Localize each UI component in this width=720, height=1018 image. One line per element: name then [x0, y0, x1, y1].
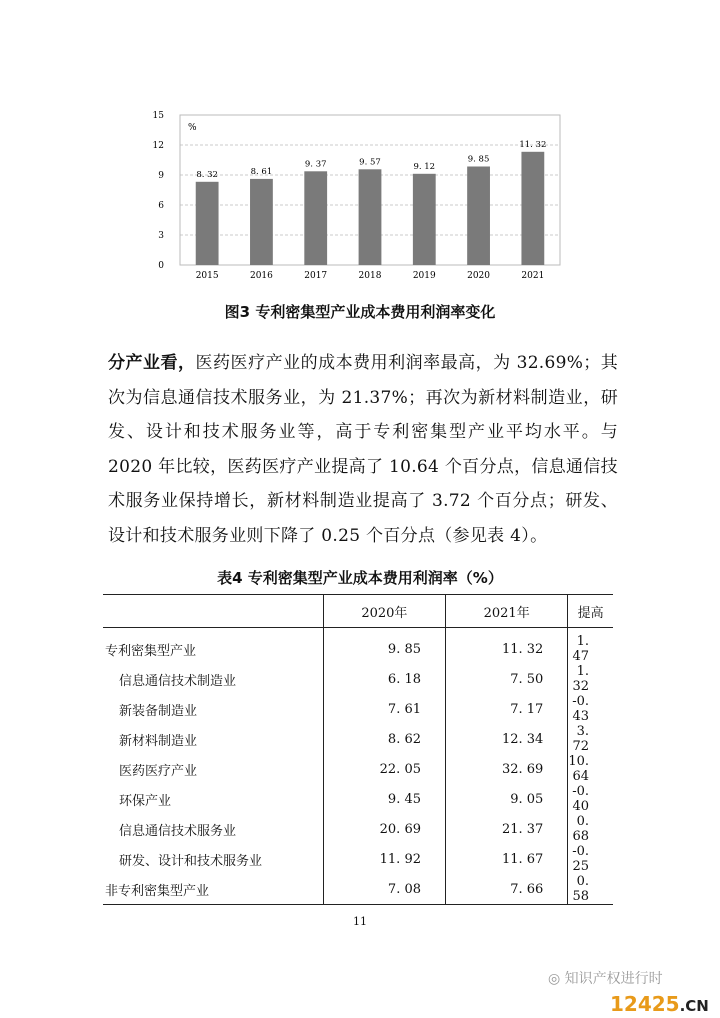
row-2021: 11. 32: [446, 628, 568, 665]
bar-value-label: 9. 57: [359, 157, 381, 168]
y-tick-label: 6: [158, 201, 164, 211]
bar: [359, 169, 382, 265]
header-industry: [103, 595, 323, 628]
row-2020: 11. 92: [323, 844, 445, 874]
row-industry: 医药医疗产业: [103, 754, 323, 784]
row-change: 3. 72: [572, 724, 589, 754]
row-industry: 环保产业: [103, 784, 323, 814]
row-2020: 7. 08: [323, 874, 445, 905]
wechat-icon: ◎: [548, 971, 565, 987]
figure-caption: 图3 专利密集型产业成本费用利润率变化: [224, 303, 496, 321]
row-2020: 9. 45: [323, 784, 445, 814]
row-2020: 7. 61: [323, 694, 445, 724]
x-tick-label: 2021: [521, 271, 545, 281]
table-caption: 表4 专利密集型产业成本费用利润率（%）: [217, 569, 503, 587]
row-2020: 20. 69: [323, 814, 445, 844]
x-tick-label: 2015: [195, 271, 219, 281]
table-row: [103, 814, 613, 844]
bar: [196, 182, 219, 265]
bar: [304, 171, 327, 265]
table-row: [103, 628, 613, 665]
bar: [467, 167, 490, 266]
row-industry: 专利密集型产业: [103, 628, 323, 665]
row-change: 10. 64: [568, 754, 589, 784]
bar: [413, 174, 436, 265]
y-unit-label: %: [188, 123, 197, 133]
site-logo: [610, 992, 709, 1016]
row-change: 1. 47: [572, 634, 589, 664]
table-row: [103, 694, 613, 724]
row-industry: 研发、设计和技术服务业: [103, 844, 323, 874]
row-industry: 信息通信技术服务业: [103, 814, 323, 844]
body-paragraph: [108, 346, 618, 553]
row-2020: 9. 85: [323, 628, 445, 665]
row-2021: 7. 66: [446, 874, 568, 905]
table-row: [103, 724, 613, 754]
profit-rate-table: [103, 594, 613, 905]
bar: [250, 179, 273, 265]
row-2021: 7. 50: [446, 664, 568, 694]
row-change: -0. 40: [572, 784, 589, 814]
row-2020: 22. 05: [323, 754, 445, 784]
row-change: -0. 25: [572, 844, 589, 874]
x-tick-label: 2016: [249, 271, 273, 281]
bar-value-label: 8. 32: [196, 169, 218, 180]
row-change: 0. 58: [568, 874, 613, 905]
row-2021: 12. 34: [446, 724, 568, 754]
row-industry: 信息通信技术制造业: [103, 664, 323, 694]
table-row: [103, 844, 613, 874]
bar: [521, 152, 544, 265]
y-tick-label: 0: [158, 261, 164, 271]
wechat-watermark: [548, 968, 663, 988]
row-industry: 新材料制造业: [103, 724, 323, 754]
table-row: [103, 874, 613, 905]
header-2021: 2021年: [446, 595, 568, 628]
table-row: [103, 754, 613, 784]
row-2021: 32. 69: [446, 754, 568, 784]
bar-value-label: 9. 37: [304, 159, 327, 170]
paragraph-text: 医药医疗产业的成本费用利润率最高，为 32.69%；其次为信息通信技术服务业，为 21.37%；再次为新材料制造业，研发、设计和技术服务业等，高于专利密集型产业平均水平。与 2020 年比较，医药医疗产业提高了 10.64 个百分点，信息通信技术服务业保持增长，新材料制造业提高了 3.72 个百分点；研发、设计和技术服务业则下降了 0.25 个百分点（参见表 4）。: [108, 353, 619, 546]
row-2021: 7. 17: [446, 694, 568, 724]
header-2020: 2020年: [323, 595, 445, 628]
row-2021: 9. 05: [446, 784, 568, 814]
row-2020: 6. 18: [323, 664, 445, 694]
table-header-row: [103, 595, 613, 628]
watermark-account: 知识产权进行时: [564, 971, 663, 987]
header-change: 提高: [568, 595, 613, 628]
row-change: 1. 32: [572, 664, 589, 694]
row-industry: 非专利密集型产业: [103, 874, 323, 905]
bar-value-label: 9. 12: [413, 161, 436, 172]
x-tick-label: 2017: [304, 271, 328, 281]
site-logo-number: 12425: [610, 992, 680, 1016]
x-tick-label: 2020: [467, 271, 491, 281]
paragraph-lead: 分产业看，: [108, 353, 196, 373]
y-tick-label: 12: [152, 141, 164, 151]
table-row: [103, 664, 613, 694]
y-tick-label: 9: [158, 171, 164, 181]
bar-value-label: 9. 85: [467, 154, 490, 165]
row-2021: 21. 37: [446, 814, 568, 844]
x-tick-label: 2018: [358, 271, 382, 281]
bar-value-label: 8. 61: [250, 166, 273, 177]
x-tick-label: 2019: [412, 271, 436, 281]
table-row: [103, 784, 613, 814]
y-tick-label: 15: [152, 111, 164, 121]
page-number: 11: [353, 915, 367, 928]
bar-value-label: 11. 32: [519, 139, 547, 150]
site-logo-tld: .CN: [679, 997, 709, 1015]
row-2021: 11. 67: [446, 844, 568, 874]
y-tick-label: 3: [158, 231, 164, 241]
row-2020: 8. 62: [323, 724, 445, 754]
row-change: -0. 43: [572, 694, 589, 724]
row-change: 0. 68: [572, 814, 589, 844]
row-industry: 新装备制造业: [103, 694, 323, 724]
profit-rate-bar-chart: [140, 105, 570, 295]
